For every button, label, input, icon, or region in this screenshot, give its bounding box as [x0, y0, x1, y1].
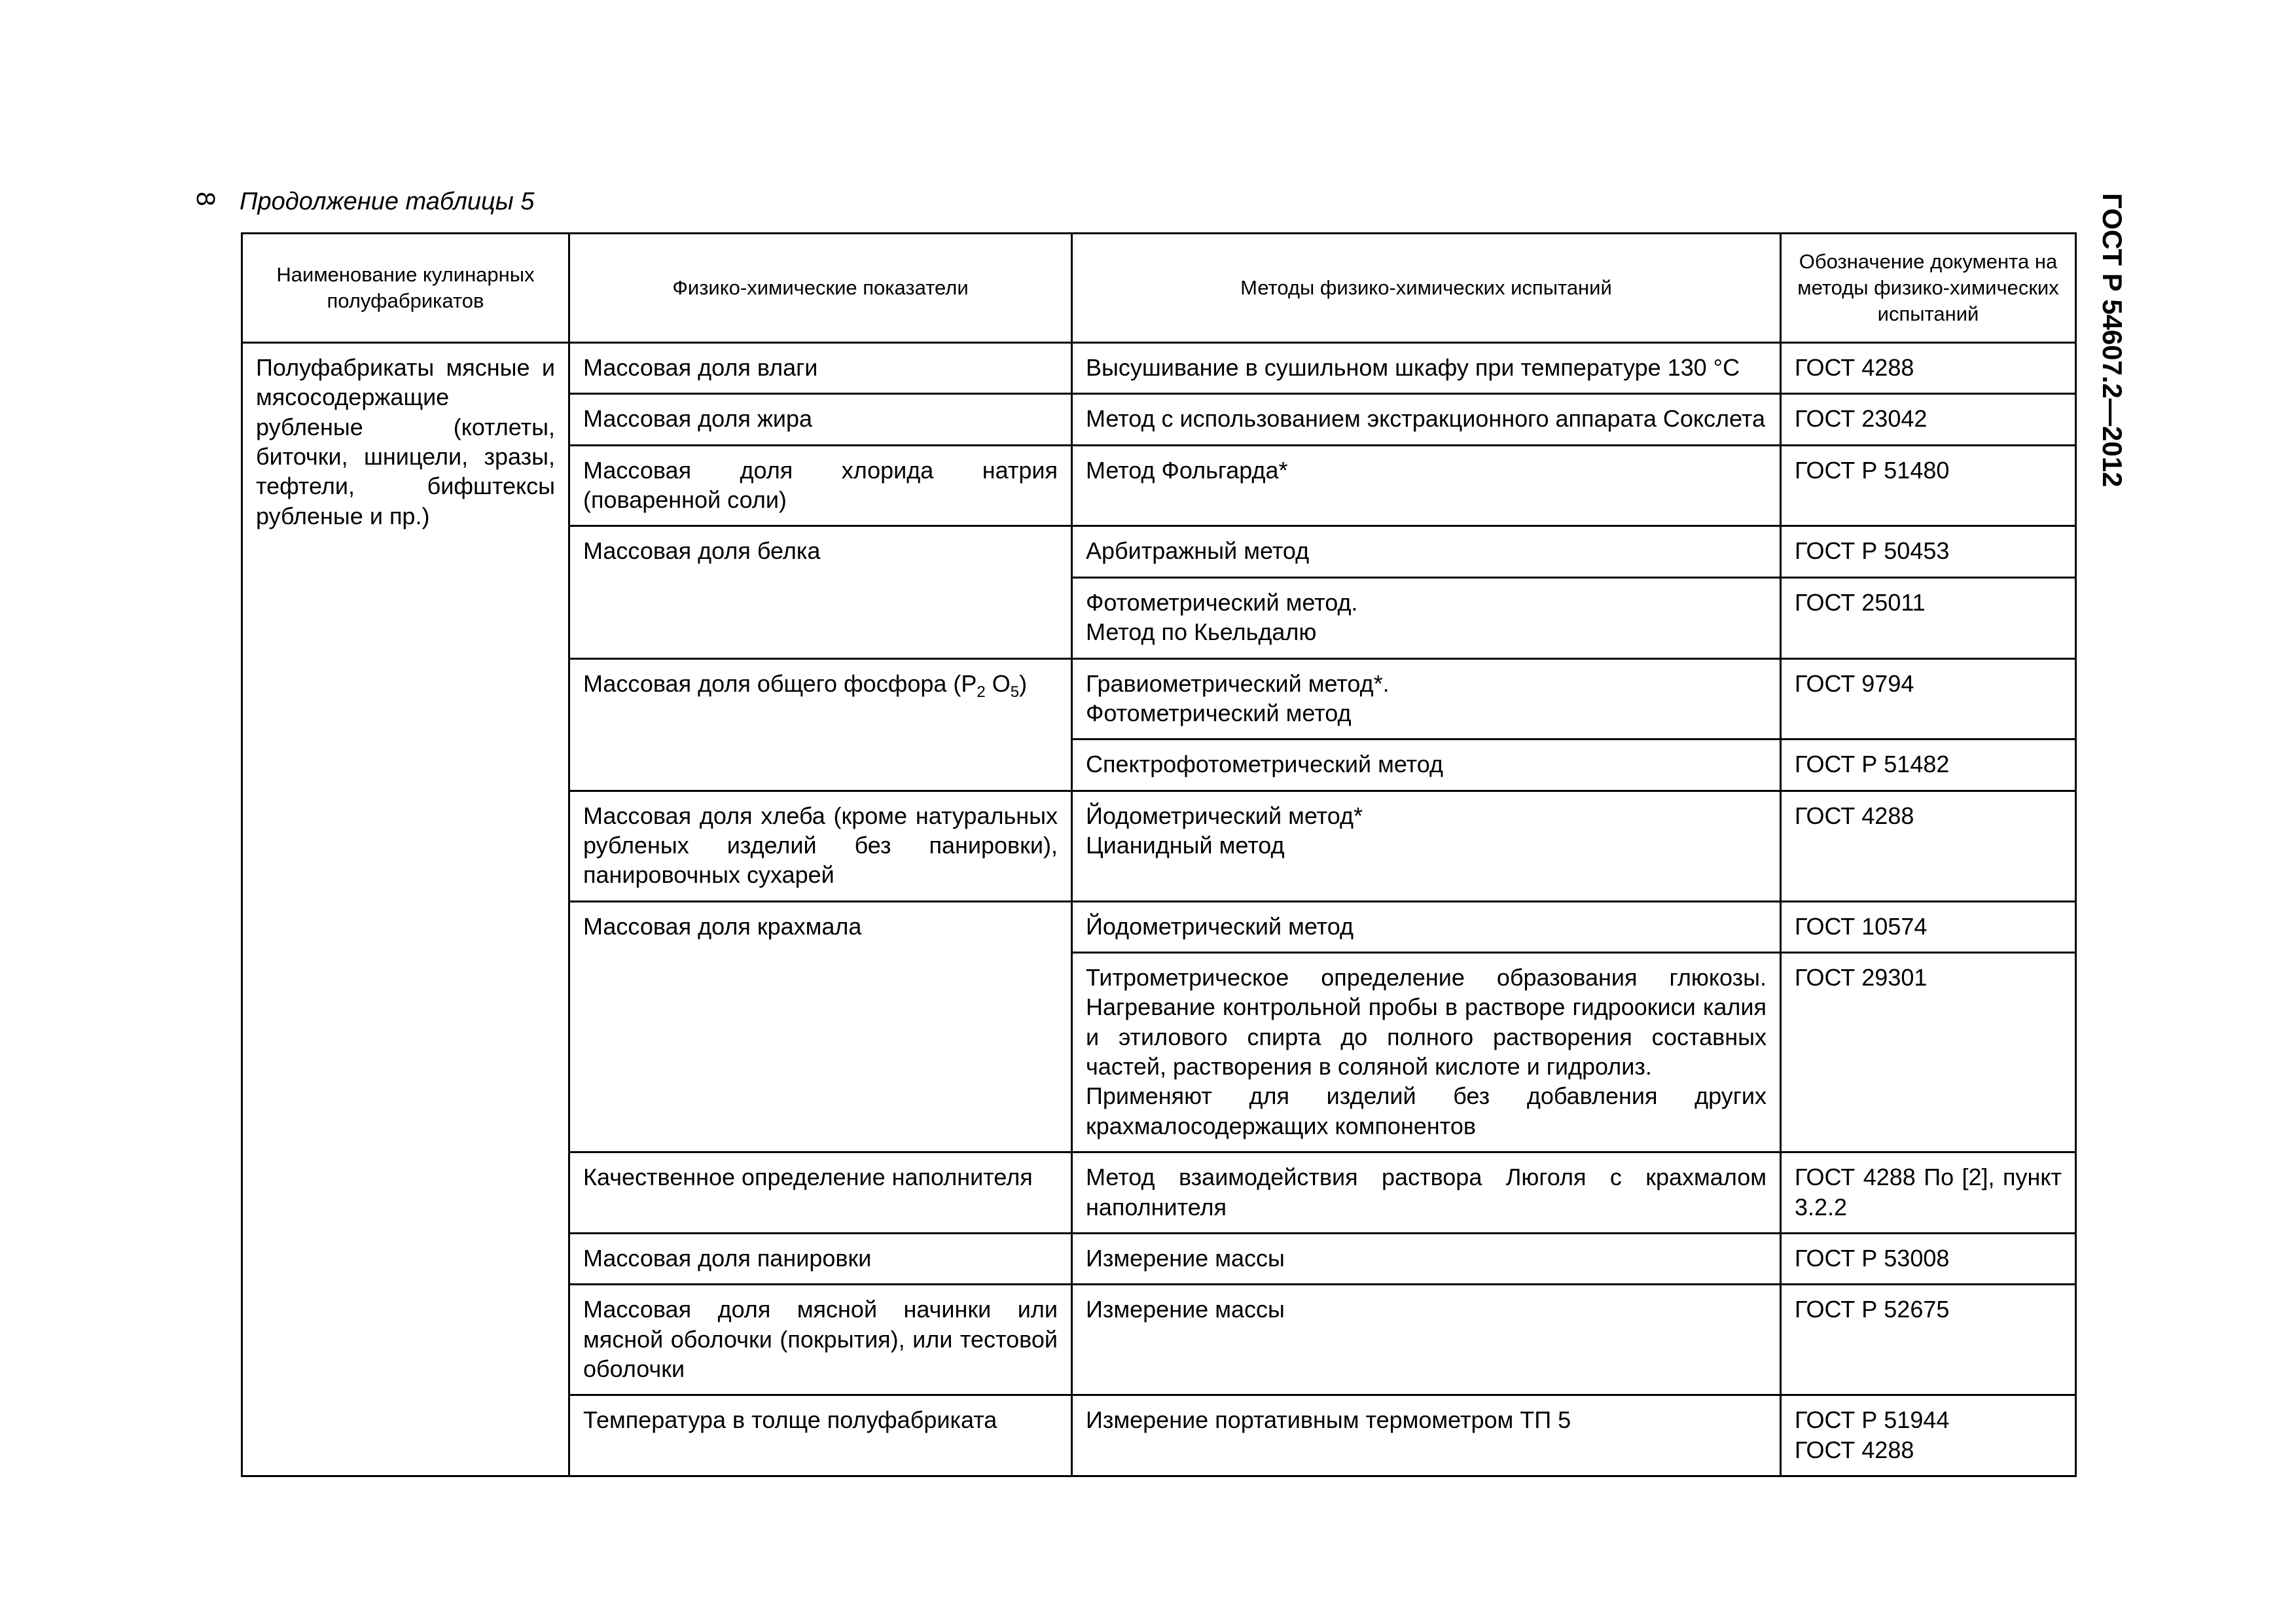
product-name-cell: Полуфабрикаты мясные и мясосодержащие рубленые (котлеты, биточки, шницели, зразы, тефтели, бифштексы рубленые и пр.) — [242, 343, 569, 1476]
header-document: Обозначение документа на методы физико-химических испытаний — [1781, 234, 2076, 343]
indicator-cell: Массовая доля хлорида натрия (поваренной соли) — [569, 445, 1072, 526]
page-number: 8 — [191, 191, 221, 207]
method-cell — [1072, 791, 1781, 901]
document-cell: ГОСТ 23042 — [1781, 394, 2076, 445]
document-cell: ГОСТ 25011 — [1781, 577, 2076, 658]
method-cell: Метод с использованием экстракционного аппарата Сокслета — [1072, 394, 1781, 445]
method-cell: Метод взаимодействия раствора Люголя с крахмалом наполнителя — [1072, 1152, 1781, 1234]
document-cell: ГОСТ Р 52675 — [1781, 1285, 2076, 1395]
document-code-vertical — [2097, 193, 2145, 501]
document-cell: ГОСТ 10574 — [1781, 901, 2076, 952]
document-cell: ГОСТ 4288 — [1781, 791, 2076, 901]
indicator-text: Массовая доля общего фосфора (P — [583, 669, 977, 697]
method-paragraph: Применяют для изделий без добавления других крахмалосодержащих компонентов — [1086, 1082, 1767, 1139]
method-cell: Метод Фольгарда* — [1072, 445, 1781, 526]
document-cell — [1781, 1395, 2076, 1476]
table-row — [242, 343, 2076, 394]
physico-chemical-methods-table — [241, 232, 2077, 1477]
document-cell: ГОСТ Р 50453 — [1781, 526, 2076, 577]
indicator-cell — [569, 658, 1072, 791]
indicator-cell: Массовая доля хлеба (кроме натуральных рубленых изделий без панировки), панировочных сухарей — [569, 791, 1072, 901]
method-line: Фотометрический метод — [1086, 699, 1352, 726]
header-indicators: Физико-химические показатели — [569, 234, 1072, 343]
method-line: Гравиометрический метод*. — [1086, 669, 1390, 697]
indicator-cell: Массовая доля крахмала — [569, 901, 1072, 1152]
method-cell — [1072, 577, 1781, 658]
method-cell: Спектрофотометрический метод — [1072, 740, 1781, 791]
indicator-cell: Температура в толще полуфабриката — [569, 1395, 1072, 1476]
method-line: Фотометрический метод. — [1086, 588, 1358, 616]
document-line: ГОСТ 4288 — [1795, 1436, 1914, 1463]
indicator-cell: Массовая доля белка — [569, 526, 1072, 658]
document-cell: ГОСТ 9794 — [1781, 658, 2076, 740]
subscript: 5 — [1010, 683, 1020, 701]
document-cell: ГОСТ 4288 — [1781, 343, 2076, 394]
method-cell — [1072, 953, 1781, 1152]
indicator-cell: Массовая доля панировки — [569, 1233, 1072, 1284]
method-line: Метод по Кьельдалю — [1086, 618, 1317, 646]
document-cell: ГОСТ Р 53008 — [1781, 1233, 2076, 1284]
document-cell: ГОСТ 29301 — [1781, 953, 2076, 1152]
document-line: ГОСТ Р 51944 — [1795, 1406, 1950, 1434]
indicator-cell: Качественное определение наполнителя — [569, 1152, 1072, 1234]
indicator-text: ) — [1019, 669, 1028, 697]
method-paragraph: Титрометрическое определение образования глюкозы. Нагревание контрольной пробы в растворе гидроокиси калия и этилового спирта до полного растворения составных частей, растворения в соляной кислоте и гидролиз. — [1086, 964, 1767, 1080]
method-cell: Арбитражный метод — [1072, 526, 1781, 577]
indicator-text: O — [985, 669, 1011, 697]
method-cell: Йодометрический метод — [1072, 901, 1781, 952]
document-cell: ГОСТ 4288 По [2], пункт 3.2.2 — [1781, 1152, 2076, 1234]
method-cell — [1072, 658, 1781, 740]
method-line: Цианидный метод — [1086, 831, 1285, 859]
method-cell: Измерение массы — [1072, 1285, 1781, 1395]
header-methods: Методы физико-химических испытаний — [1072, 234, 1781, 343]
document-cell: ГОСТ Р 51480 — [1781, 445, 2076, 526]
header-product-name: Наименование кулинарных полуфабрикатов — [242, 234, 569, 343]
method-cell: Измерение массы — [1072, 1233, 1781, 1284]
document-cell: ГОСТ Р 51482 — [1781, 740, 2076, 791]
method-cell: Измерение портативным термометром ТП 5 — [1072, 1395, 1781, 1476]
indicator-cell: Массовая доля мясной начинки или мясной оболочки (покрытия), или тестовой оболочки — [569, 1285, 1072, 1395]
indicator-cell: Массовая доля жира — [569, 394, 1072, 445]
table-header-row — [242, 234, 2076, 343]
method-cell: Высушивание в сушильном шкафу при температуре 130 °С — [1072, 343, 1781, 394]
document-code-text: ГОСТ Р 54607.2—2012 — [2097, 193, 2128, 488]
indicator-cell: Массовая доля влаги — [569, 343, 1072, 394]
table-continuation-caption: Продолжение таблицы 5 — [240, 188, 535, 215]
method-line: Йодометрический метод* — [1086, 802, 1363, 829]
subscript: 2 — [977, 683, 986, 701]
